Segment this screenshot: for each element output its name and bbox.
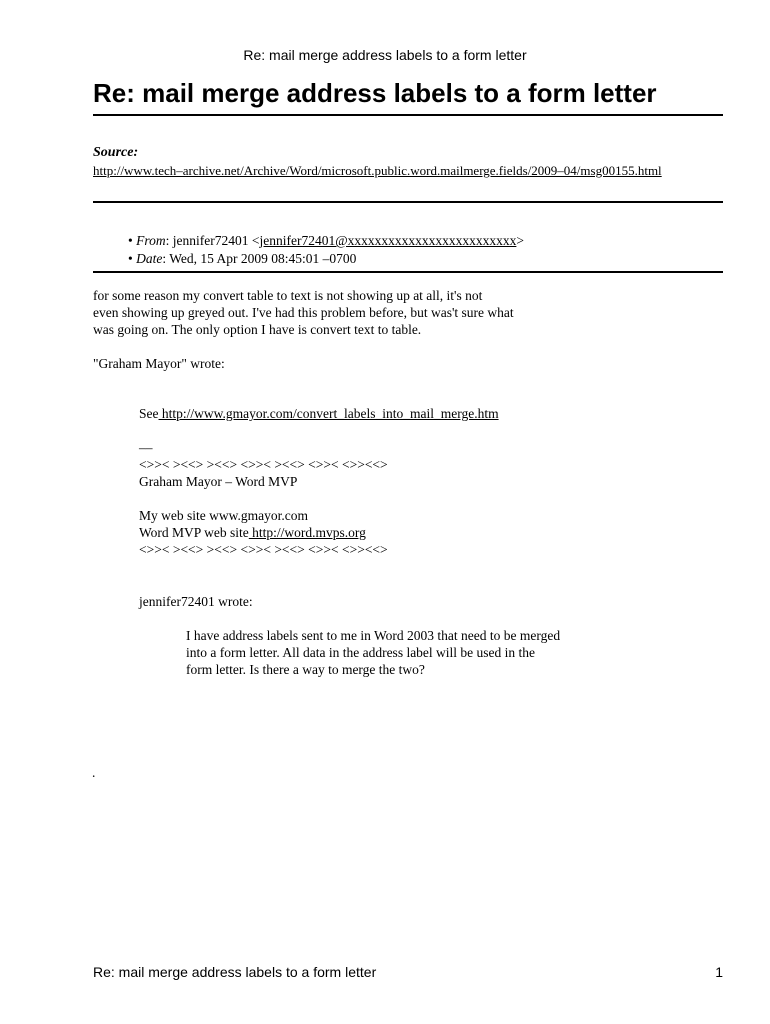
from-label: From xyxy=(136,233,166,248)
mvps-link[interactable]: http://word.mvps.org xyxy=(248,525,366,540)
from-email-link[interactable]: jennifer72401@xxxxxxxxxxxxxxxxxxxxxxxxx xyxy=(259,233,517,248)
original-line: form letter. Is there a way to merge the two? xyxy=(186,662,425,677)
reply-line: even showing up greyed out. I've had this problem before, but was't sure what xyxy=(93,305,514,320)
original-line: I have address labels sent to me in Word 2003 that need to be merged xyxy=(186,628,561,643)
footer-title: Re: mail merge address labels to a form letter xyxy=(93,964,377,980)
title-rule xyxy=(93,114,723,116)
sig-website: My web site www.gmayor.com xyxy=(139,508,308,523)
message-meta xyxy=(128,232,524,268)
sig-mvp-prefix: Word MVP web site xyxy=(139,525,249,540)
sig-name: Graham Mayor – Word MVP xyxy=(139,474,298,489)
attribution-jennifer: jennifer72401 wrote: xyxy=(139,594,253,609)
sig-decoration: <>>< ><<> ><<> <>>< ><<> <>>< <>><<> xyxy=(139,457,388,472)
from-name: jennifer72401 < xyxy=(172,233,260,248)
sig-decoration: <>>< ><<> ><<> <>>< ><<> <>>< <>><<> xyxy=(139,542,388,557)
see-prefix: See xyxy=(139,406,159,421)
original-line: into a form letter. All data in the address label will be used in the xyxy=(186,645,536,660)
attribution-graham: "Graham Mayor" wrote: xyxy=(93,356,225,371)
reply-line: for some reason my convert table to text is not showing up at all, it's not xyxy=(93,288,483,303)
source-rule xyxy=(93,201,723,203)
see-line xyxy=(139,405,499,422)
sig-mvp-line xyxy=(139,524,366,541)
from-close: > xyxy=(516,233,525,248)
date-value: : Wed, 15 Apr 2009 08:45:01 –0700 xyxy=(162,251,357,266)
meta-from: • From: jennifer72401 <jennifer72401@xxxxxxxxxxxxxxxxxxxxxxxxx> xyxy=(128,233,525,248)
trailing-dot: . xyxy=(92,765,96,780)
source-label: Source: xyxy=(93,145,139,160)
sig-dashes: –– xyxy=(139,440,153,455)
meta-date: • Date: Wed, 15 Apr 2009 08:45:01 –0700 xyxy=(128,251,357,266)
original-message xyxy=(186,627,560,678)
page-title: Re: mail merge address labels to a form letter xyxy=(93,78,657,108)
reply-line: was going on. The only option I have is convert text to table. xyxy=(93,322,422,337)
source-link[interactable]: http://www.tech–archive.net/Archive/Word/microsoft.public.word.mailmerge.fields/2009–04/msg00155.html xyxy=(93,163,662,178)
running-header: Re: mail merge address labels to a form letter xyxy=(243,47,527,63)
date-label: Date xyxy=(136,251,163,266)
convert-labels-link[interactable]: http://www.gmayor.com/convert_labels_into_mail_merge.htm xyxy=(158,406,499,421)
page-number: 1 xyxy=(715,964,723,980)
meta-rule xyxy=(93,271,723,273)
reply-text xyxy=(93,287,514,338)
